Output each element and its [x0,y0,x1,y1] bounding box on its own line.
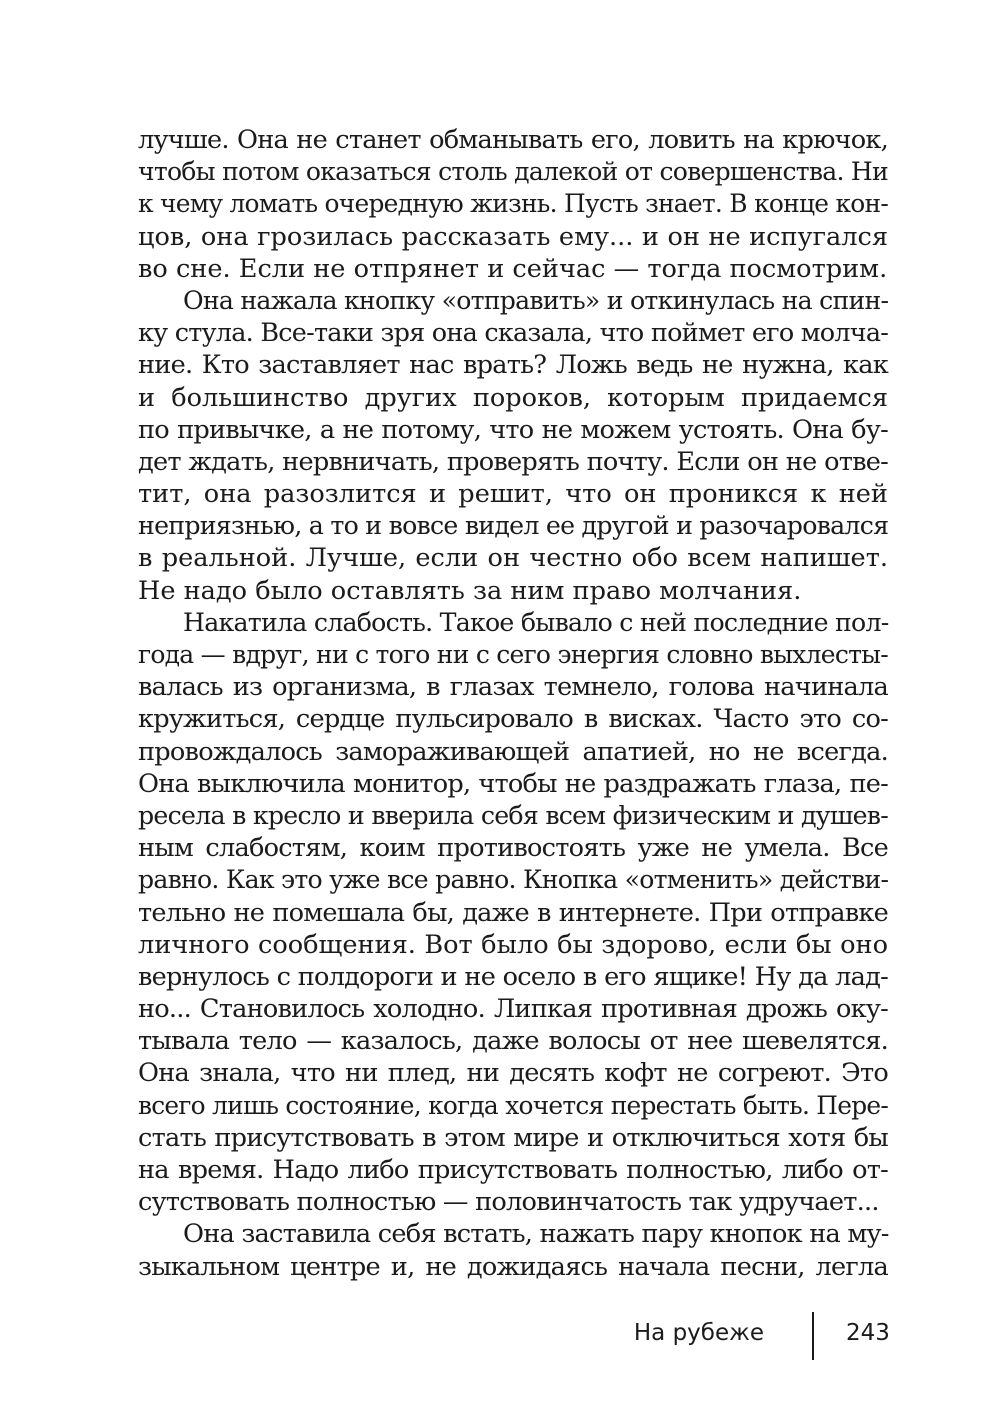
text-line: всего лишь состояние, когда хочется перестать быть. Пере- [138,1090,888,1120]
text-line: и большинство других пороков, которым придаемся [138,382,888,413]
page-number: 243 [846,1320,890,1346]
text-line: личного сообщения. Вот было бы здорово, если бы оно [138,929,888,960]
text-line: но... Становилось холодно. Липкая противная дрожь оку- [138,994,888,1025]
text-line: валась из организма, в глазах темнело, голова начинала [138,672,888,703]
text-line: Она заставила себя встать, нажать пару кнопок на му- [183,1219,889,1250]
text-line: Накатила слабость. Такое бывало с ней последние пол- [183,607,889,637]
text-line: ным слабостям, коим противостоять уже не умела. Все [138,833,888,864]
text-line: тельно не помешала бы, даже в интернете. При отправке [138,897,888,928]
running-title: На рубеже [633,1320,764,1346]
text-line: ку стула. Все-таки зря она сказала, что поймет его молча- [138,318,889,349]
page-footer [0,1312,1005,1372]
text-line: ресела в кресло и вверила себя всем физическим и душев- [138,800,888,830]
text-line: Она нажала кнопку «отправить» и откинулась на спин- [183,285,889,315]
text-line: сутствовать полностью — половинчатость так удручает... [138,1187,879,1218]
text-line: цов, она грозилась рассказать ему... и он не испугался [138,221,888,252]
text-line: к чему ломать очередную жизнь. Пусть знает. В конце кон- [138,189,888,219]
text-line: года — вдруг, ни с того ни с сего энергия словно выхлесты- [138,640,888,669]
text-line: по привычке, а не потому, что не можем устоять. Она бу- [138,414,888,445]
text-line: кружиться, сердце пульсировало в висках. Часто это со- [138,704,888,735]
text-line: провождалось замораживающей апатией, но не всегда. [138,736,888,767]
text-line: тывала тело — казалось, даже волосы от нее шевелятся. [138,1026,888,1057]
text-line: чтобы потом оказаться столь далекой от совершенства. Ни [138,157,888,187]
text-line: во сне. Если не отпрянет и сейчас — тогда посмотрим. [138,253,888,284]
text-line: ние. Кто заставляет нас врать? Ложь ведь не нужна, как [138,350,888,381]
body-text [138,124,888,1283]
paragraph-1 [138,124,888,285]
text-line: зыкальном центре и, не дожидаясь начала песни, легла [138,1251,888,1282]
footer-divider [812,1312,814,1360]
paragraph-2 [138,285,888,607]
text-line: Она выключила монитор, чтобы не раздражать глаза, пе- [138,768,888,799]
paragraph-4 [138,1218,888,1282]
text-line: тит, она разозлится и решит, что он проникся к ней [138,479,888,510]
text-line: вернулось с полдороги и не осело в его ящике! Ну да лад- [138,961,888,992]
text-line: в реальной. Лучше, если он честно обо всем напишет. [138,543,888,574]
paragraph-3 [138,607,888,1219]
text-line: стать присутствовать в этом мире и отключиться хотя бы [138,1122,888,1153]
text-line: Она знала, что ни плед, ни десять кофт не согреют. Это [138,1058,888,1089]
text-line: дет ждать, нервничать, проверять почту. Если он не отве- [138,446,888,477]
text-line: на время. Надо либо присутствовать полностью, либо от- [138,1155,888,1185]
text-line: равно. Как это уже все равно. Кнопка «отменить» действи- [138,865,889,895]
text-line: Не надо было оставлять за ним право молчания. [138,575,802,606]
text-line: лучше. Она не станет обманывать его, ловить на крючок, [138,125,888,155]
text-line: неприязнью, а то и вовсе видел ее другой и разочаровался [138,511,889,541]
